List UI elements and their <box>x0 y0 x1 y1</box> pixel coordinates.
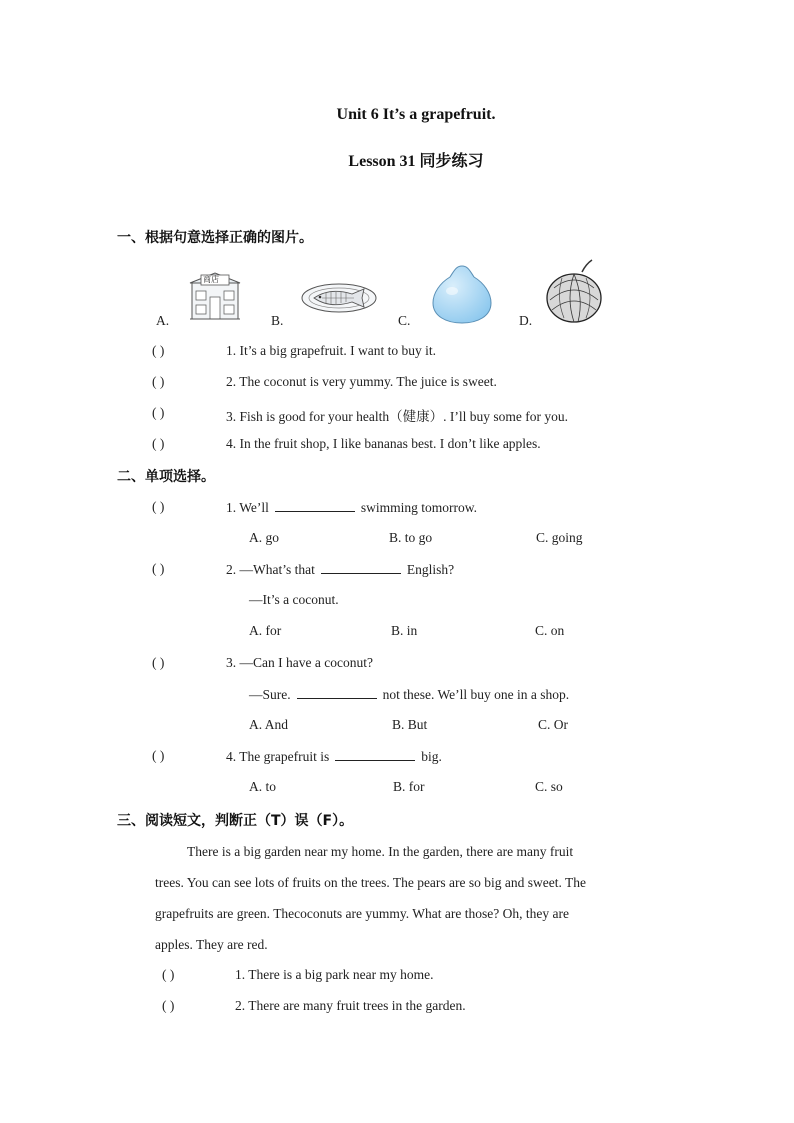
answer-blank[interactable]: ( ) <box>152 499 165 514</box>
part1-question-1: 1. It’s a big grapefruit. I want to buy it. <box>226 343 436 358</box>
q3-before: —Sure. <box>249 687 291 702</box>
option-c[interactable]: C. Or <box>538 717 568 732</box>
part1-question-2: 2. The coconut is very yummy. The juice is sweet. <box>226 374 497 389</box>
answer-blank[interactable]: ( ) <box>152 405 165 420</box>
grapefruit-icon <box>430 263 494 325</box>
answer-blank[interactable]: ( ) <box>152 374 165 389</box>
answer-blank[interactable]: ( ) <box>162 967 175 982</box>
part1-question-4: 4. In the fruit shop, I like bananas best. I don’t like apples. <box>226 436 541 451</box>
q4-after: big. <box>421 749 442 764</box>
q4-before: 4. The grapefruit is <box>226 749 330 764</box>
option-a[interactable]: A. for <box>249 623 282 638</box>
shop-sign: 商店 <box>203 275 219 284</box>
q2-before: 2. —What’s that <box>226 562 315 577</box>
fill-blank[interactable] <box>321 561 401 574</box>
option-a[interactable]: A. to <box>249 779 276 794</box>
option-a[interactable]: A. go <box>249 530 279 545</box>
option-c[interactable]: C. on <box>535 623 565 638</box>
answer-blank[interactable]: ( ) <box>152 561 165 576</box>
option-b[interactable]: B. But <box>392 717 428 732</box>
answer-blank[interactable]: ( ) <box>152 748 165 763</box>
picture-label-d: D. <box>519 313 533 328</box>
passage-line: grapefruits are green. Thecoconuts are yummy. What are those? Oh, they are <box>155 906 569 921</box>
q3-reply <box>249 686 569 703</box>
fill-blank[interactable] <box>335 748 415 761</box>
picture-label-b: B. <box>271 313 284 328</box>
option-c[interactable]: C. so <box>535 779 563 794</box>
part2-question-2 <box>226 561 454 578</box>
part2-question-3: 3. —Can I have a coconut? <box>226 655 373 670</box>
fill-blank[interactable] <box>297 686 377 699</box>
answer-blank[interactable]: ( ) <box>152 343 165 358</box>
q3-after: not these. We’ll buy one in a shop. <box>382 687 570 702</box>
fish-plate-icon <box>300 280 378 316</box>
option-a[interactable]: A. And <box>249 717 289 732</box>
passage-line: There is a big garden near my home. In the garden, there are many fruit <box>187 844 574 859</box>
option-b[interactable]: B. for <box>393 779 425 794</box>
part3-question-2: 2. There are many fruit trees in the garden. <box>235 998 466 1013</box>
q1-after: swimming tomorrow. <box>360 500 478 515</box>
section-heading-3: 三、阅读短文，判断正（T）误（F）。 <box>117 813 354 829</box>
section-heading-2: 二、单项选择。 <box>117 469 215 485</box>
part3-question-1: 1. There is a big park near my home. <box>235 967 434 982</box>
part2-question-4 <box>226 748 442 765</box>
part1-question-3: 3. Fish is good for your health（健康）. I’ll buy some for you. <box>226 409 568 424</box>
picture-label-c: C. <box>398 313 411 328</box>
fill-blank[interactable] <box>275 499 355 512</box>
option-b[interactable]: B. to go <box>389 530 433 545</box>
q2-reply: —It’s a coconut. <box>249 592 339 607</box>
q1-before: 1. We’ll <box>226 500 269 515</box>
page-title: Unit 6 It’s a grapefruit. <box>336 106 496 123</box>
answer-blank[interactable]: ( ) <box>162 998 175 1013</box>
section-heading-1: 一、根据句意选择正确的图片。 <box>117 230 313 246</box>
answer-blank[interactable]: ( ) <box>152 655 165 670</box>
q2-after: English? <box>406 562 455 577</box>
passage-line: apples. They are red. <box>155 937 268 952</box>
picture-label-a: A. <box>156 313 170 328</box>
part2-question-1 <box>226 499 477 516</box>
passage-line: trees. You can see lots of fruits on the trees. The pears are so big and sweet. The <box>155 875 587 890</box>
option-c[interactable]: C. going <box>536 530 583 545</box>
answer-blank[interactable]: ( ) <box>152 436 165 451</box>
coconut-icon <box>544 258 604 324</box>
page-subtitle: Lesson 31 同步练习 <box>348 153 484 170</box>
option-b[interactable]: B. in <box>391 623 418 638</box>
